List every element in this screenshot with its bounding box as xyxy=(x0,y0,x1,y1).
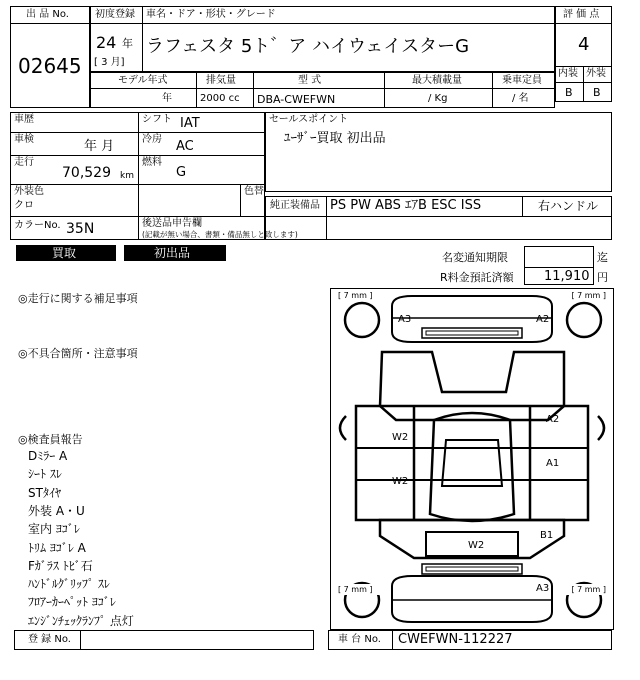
inspector-item: 外装 A・U xyxy=(28,503,85,518)
inspector-item: STﾀｲﾔ xyxy=(28,485,61,500)
exterior-grade: B xyxy=(593,86,601,99)
tire-depth-tag: [ 7 mm ] xyxy=(338,585,373,594)
first-reg-year: 24 xyxy=(96,33,117,52)
mileage-value: 70,529 xyxy=(62,165,111,181)
damage-mark: W2 xyxy=(392,476,409,487)
post-report-note: (記載が無い場合、書類・備品無しと致します) xyxy=(142,230,298,239)
damage-mark: W2 xyxy=(468,540,485,551)
reg-no-label: 登 録 No. xyxy=(28,634,71,645)
damage-mark: W2 xyxy=(392,432,409,443)
name-change-value-box xyxy=(524,246,594,268)
inspection-label: 車検 xyxy=(14,134,34,145)
max-load-value: / Kg xyxy=(428,93,448,104)
mileage-unit: km xyxy=(120,171,134,181)
equipment-value: PS PW ABS ｴｱB ESC ISS xyxy=(330,198,482,213)
max-load-label: 最大積載量 xyxy=(412,75,462,86)
damage-mark: A1 xyxy=(546,458,560,469)
damage-mark: A3 xyxy=(398,314,412,325)
color-change-label: 色替 xyxy=(244,186,264,197)
rating-label: 評 価 点 xyxy=(563,9,600,20)
tire-depth-tag: [ 7 mm ] xyxy=(571,291,606,300)
name-change-suffix: 迄 xyxy=(597,251,608,264)
mileage-label: 走行 xyxy=(14,157,34,168)
recycle-value: 11,910 xyxy=(544,269,590,284)
shift-label: シフト xyxy=(142,114,172,125)
inspector-item: Fｶﾞﾗｽ ﾄﾋﾞ石 xyxy=(28,558,93,573)
tire-front-left xyxy=(345,303,379,337)
handle-value: 右ハンドル xyxy=(538,199,599,213)
model-label: 型 式 xyxy=(298,75,322,86)
inspector-item: 室内 ﾖｺﾞﾚ xyxy=(28,522,80,537)
inspector-heading: ◎検査員報告 xyxy=(18,433,83,446)
tire-depth-tag: [ 7 mm ] xyxy=(571,585,606,594)
first-reg-label: 初度登録 xyxy=(95,9,135,20)
fuel-value: G xyxy=(176,165,187,180)
damage-mark: A3 xyxy=(536,583,550,594)
year-unit: 年 xyxy=(122,37,133,50)
inspection-value: 年 月 xyxy=(84,139,115,154)
defect-heading: ◎不具合箇所・注意事項 xyxy=(18,347,138,360)
displacement-label: 排気量 xyxy=(206,75,236,86)
post-report-label: 後送品申告欄 xyxy=(142,218,202,229)
name-change-label: 名変通知期限 xyxy=(442,251,508,264)
equipment-label: 純正装備品 xyxy=(270,200,320,211)
color-value: クロ xyxy=(14,200,34,211)
chassis-value: CWEFWN-112227 xyxy=(398,632,513,647)
damage-mark: A2 xyxy=(546,414,560,425)
tag-first-listing-label: 初出品 xyxy=(154,246,191,260)
car-name: ラフェスタ 5ト゛ア ハイウェイスターG xyxy=(146,36,470,57)
color-label: 外装色 xyxy=(14,186,44,197)
driving-heading: ◎走行に関する補足事項 xyxy=(18,292,138,305)
recycle-unit: 円 xyxy=(597,271,608,284)
history-label: 車歴 xyxy=(14,114,34,125)
inspector-item: ｴﾝｼﾞﾝﾁｪｯｸﾗﾝﾌﾟ 点灯 xyxy=(28,613,134,628)
ac-label: 冷房 xyxy=(142,134,162,145)
sales-point-label: セールスポイント xyxy=(269,114,349,125)
tire-front-right xyxy=(567,303,601,337)
model-year-label: モデル年式 xyxy=(118,75,168,86)
inspector-item: ﾄﾘﾑ ﾖｺﾞﾚ A xyxy=(28,540,86,555)
model-year-value: 年 xyxy=(162,93,172,104)
model-value: DBA-CWEFWN xyxy=(257,93,336,106)
fuel-label: 燃料 xyxy=(142,157,162,168)
inspector-item: ｼｰﾄ ｽﾚ xyxy=(28,467,62,482)
damage-mark: B1 xyxy=(540,530,554,541)
color-no-value: 35N xyxy=(66,221,95,237)
first-reg-month: [ 3 月] xyxy=(94,57,125,68)
color-no-label: カラーNo. xyxy=(14,220,61,231)
ac-value: AC xyxy=(176,139,194,154)
damage-mark: A2 xyxy=(536,314,550,325)
exterior-label: 外装 xyxy=(586,68,606,79)
rating-value: 4 xyxy=(578,34,590,55)
car-name-label: 車名・ドア・形状・グレード xyxy=(146,9,276,20)
tag-buyback-label: 買取 xyxy=(52,246,77,260)
capacity-value: / 名 xyxy=(512,93,529,104)
recycle-label: R料金預託済額 xyxy=(440,271,514,284)
sales-point-value: ﾕｰｻﾞｰ買取 初出品 xyxy=(284,131,386,146)
car-diagram xyxy=(330,288,614,630)
inspector-item: ﾌﾛｱｰｶｰﾍﾟｯﾄ ﾖｺﾞﾚ xyxy=(28,595,116,610)
lot-label: 出 品 No. xyxy=(26,9,69,20)
chassis-label: 車 台 No. xyxy=(338,634,381,645)
shift-value: IAT xyxy=(180,116,200,131)
inspector-item: Dﾐﾗｰ A xyxy=(28,449,68,463)
inspector-item: ﾊﾝﾄﾞﾙｸﾞﾘｯﾌﾟ ｽﾚ xyxy=(28,577,110,592)
interior-grade: B xyxy=(565,86,573,99)
lot-number: 02645 xyxy=(18,54,82,78)
displacement-value: 2000 cc xyxy=(200,93,240,104)
capacity-label: 乗車定員 xyxy=(502,75,542,86)
tire-depth-tag: [ 7 mm ] xyxy=(338,291,373,300)
interior-label: 内装 xyxy=(558,68,578,79)
